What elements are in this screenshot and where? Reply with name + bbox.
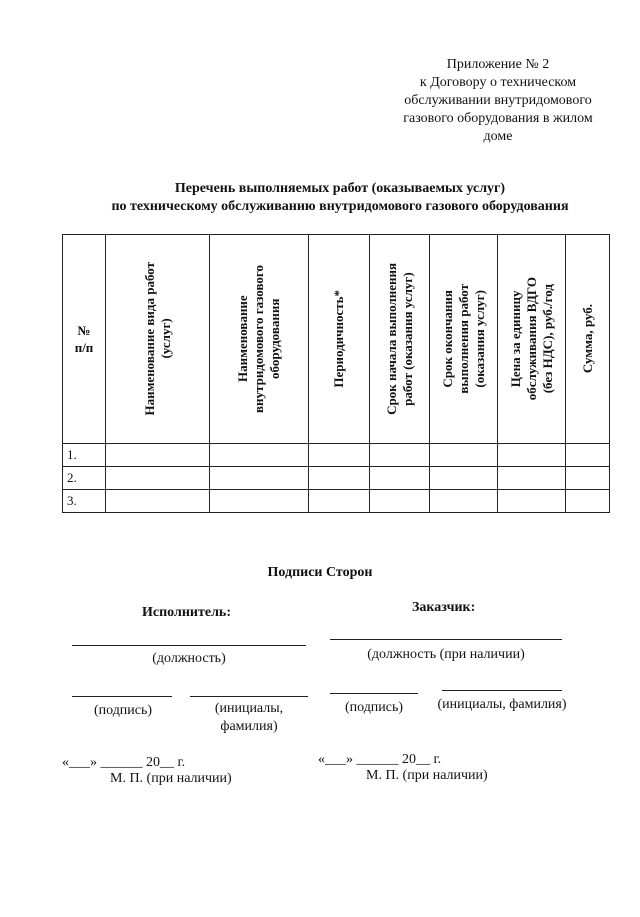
row-number: 1.	[63, 444, 106, 467]
customer-stamp: М. П. (при наличии)	[366, 768, 488, 783]
customer-position-line	[330, 639, 562, 640]
header-end-date-text	[440, 284, 488, 394]
title-line-2: по техническому обслуживанию внутридомового газового оборудования	[111, 199, 569, 214]
header-text-line: Периодичность*	[331, 290, 346, 388]
header-periodicity	[309, 235, 370, 444]
executor-stamp: М. П. (при наличии)	[110, 771, 232, 786]
header-start-date	[370, 235, 430, 444]
table-cell	[566, 467, 610, 490]
header-text-line: Цена за единицу	[507, 290, 523, 388]
appendix-line: газового оборудования в жилом	[403, 111, 593, 126]
table-cell	[566, 490, 610, 513]
header-unit-price	[498, 235, 566, 444]
appendix-block	[380, 56, 616, 146]
executor-initials-line	[190, 696, 308, 697]
header-work-name	[106, 235, 210, 444]
header-sum	[566, 235, 610, 444]
customer-date: «___» ______ 20__ г.	[318, 752, 442, 767]
table-cell	[309, 490, 370, 513]
executor-position-line	[72, 645, 306, 646]
table-cell	[430, 490, 498, 513]
customer-signature-caption: (подпись)	[344, 700, 404, 715]
header-sum-text	[580, 304, 596, 373]
customer-initials-line	[442, 690, 562, 691]
executor-signature-caption: (подпись)	[93, 703, 153, 718]
header-text-line: Сумма, руб.	[579, 304, 595, 374]
table-cell	[430, 444, 498, 467]
table-cell	[430, 467, 498, 490]
table-cell	[210, 444, 309, 467]
header-work-name-text	[142, 262, 174, 416]
table-row	[63, 444, 610, 467]
table-cell	[309, 467, 370, 490]
executor-initials-caption-line: (инициалы,	[214, 701, 284, 716]
document-title	[60, 180, 620, 216]
appendix-line: к Договору о техническом	[419, 75, 577, 90]
appendix-line: Приложение № 2	[446, 57, 550, 72]
table-cell	[309, 444, 370, 467]
table-cell	[370, 490, 430, 513]
customer-signature-line	[330, 693, 418, 694]
header-number	[63, 235, 106, 444]
table-cell	[498, 467, 566, 490]
header-text-line: Наименование вида работ	[141, 262, 157, 416]
table-row	[63, 490, 610, 513]
header-text-line: Срок начала выполнения	[383, 263, 399, 415]
works-table	[62, 234, 610, 513]
table-header-row	[63, 235, 610, 444]
header-text-line: (оказания услуг)	[471, 290, 487, 388]
header-equipment-name	[210, 235, 309, 444]
customer-label: Заказчик:	[412, 600, 476, 615]
executor-initials-caption	[194, 700, 304, 736]
header-text-line: работ (оказания услуг)	[399, 272, 415, 406]
header-unit-price-text	[508, 277, 556, 400]
appendix-line: доме	[483, 129, 513, 144]
header-text-line: обслуживания ВДГО	[523, 277, 539, 401]
header-text-line: Наименование	[235, 295, 250, 383]
executor-initials-caption-line: фамилия)	[220, 719, 278, 734]
table-cell	[498, 490, 566, 513]
row-number: 3.	[63, 490, 106, 513]
title-line-1: Перечень выполняемых работ (оказываемых услуг)	[174, 181, 506, 196]
customer-initials-caption: (инициалы, фамилия)	[437, 697, 567, 712]
header-periodicity-text	[331, 290, 347, 388]
header-equipment-name-text	[235, 265, 283, 413]
table-cell	[566, 444, 610, 467]
table-cell	[210, 490, 309, 513]
table-cell	[106, 444, 210, 467]
table-cell	[370, 467, 430, 490]
customer-position-caption: (должность (при наличии)	[367, 647, 525, 662]
executor-date: «___» ______ 20__ г.	[62, 755, 186, 770]
table-cell	[210, 467, 309, 490]
header-end-date	[430, 235, 498, 444]
table-cell	[370, 444, 430, 467]
header-text-line: оборудования	[267, 298, 282, 380]
table-row	[63, 467, 610, 490]
executor-position-caption: (должность)	[152, 651, 226, 666]
row-number: 2.	[63, 467, 106, 490]
header-text-line: внутридомового газового	[251, 265, 266, 413]
table-cell	[498, 444, 566, 467]
header-text-line: (услуг)	[157, 318, 173, 360]
table-cell	[106, 467, 210, 490]
header-text-line: (без НДС), руб./год	[539, 284, 555, 394]
header-start-date-text	[384, 263, 416, 415]
table-cell	[106, 490, 210, 513]
signatures-title: Подписи Сторон	[267, 565, 373, 580]
executor-signature-line	[72, 696, 172, 697]
header-text-line: выполнения работ	[455, 284, 471, 394]
appendix-line: обслуживании внутридомового	[404, 93, 592, 108]
header-text-line: Срок окончания	[439, 290, 455, 388]
header-number-symbol: №	[77, 323, 91, 338]
header-number-abbr: п/п	[74, 340, 94, 355]
executor-label: Исполнитель:	[142, 605, 231, 620]
